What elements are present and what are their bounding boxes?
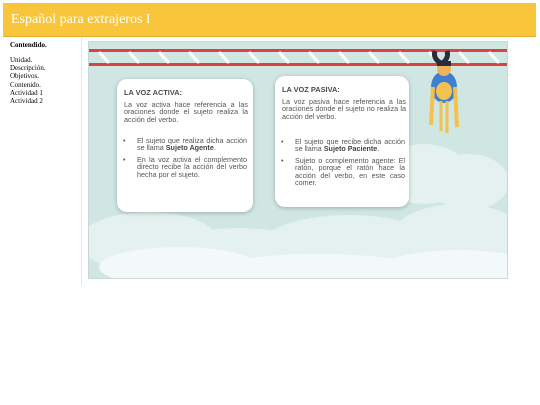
bullet-icon: • [281,155,284,165]
bullet-text: El sujeto que recibe dicha acción se llama [295,137,405,154]
sidebar [3,37,82,285]
passive-voice-bullets [281,138,405,190]
active-voice-definition: La voz activa hace referencia a las oraciones donde el sujeto realiza la acción del verbo. [124,100,248,124]
list-item [281,157,405,187]
sidebar-item-actividad-1[interactable]: Actividad 1 [10,88,43,97]
sidebar-item-descripcion[interactable]: Descripción. [10,64,46,73]
list-item [123,156,247,178]
sidebar-item-contenido[interactable]: Contenido. [10,80,41,89]
bullet-text: El sujeto que realiza dicha acción se llama [137,136,247,153]
app-header [3,3,536,37]
active-voice-bullets [123,137,247,182]
sidebar-item-actividad-2[interactable]: Actividad 2 [10,97,43,106]
content-slide [88,41,508,279]
sidebar-item-objetivos[interactable]: Objetivos. [10,72,39,81]
bullet-icon: • [123,136,126,145]
sidebar-heading: Contendido. [10,41,47,49]
bullet-end: . [377,144,380,154]
sidebar-item-unidad[interactable]: Unidad. [10,56,33,64]
sidebar-nav [10,56,46,105]
list-item [123,137,247,152]
hanging-character-illustration [423,47,465,139]
passive-voice-title: LA VOZ PASIVA: [282,85,340,94]
bullet-term: Sujeto Agente [165,143,214,153]
bullet-text: Sujeto o complemento agente: El ratón, porque el ratón hace la acción del verbo, en este caso comer. [295,155,405,188]
bullet-text: En la voz activa el complemento directo recibe la acción del verbo hecha por el sujeto. [137,154,247,179]
active-voice-title: LA VOZ ACTIVA: [124,88,183,97]
page-title: Español para extrajeros I [11,12,151,27]
passive-voice-definition: La voz pasiva hace referencia a las oraciones donde el sujeto no realiza la acción del verbo. [282,97,406,121]
list-item [281,138,405,153]
bullet-end: . [213,143,216,153]
bullet-term: Sujeto Paciente [323,144,378,154]
bullet-icon: • [281,137,284,146]
active-voice-card [117,79,253,212]
bullet-icon: • [123,154,126,164]
passive-voice-card [275,76,409,207]
